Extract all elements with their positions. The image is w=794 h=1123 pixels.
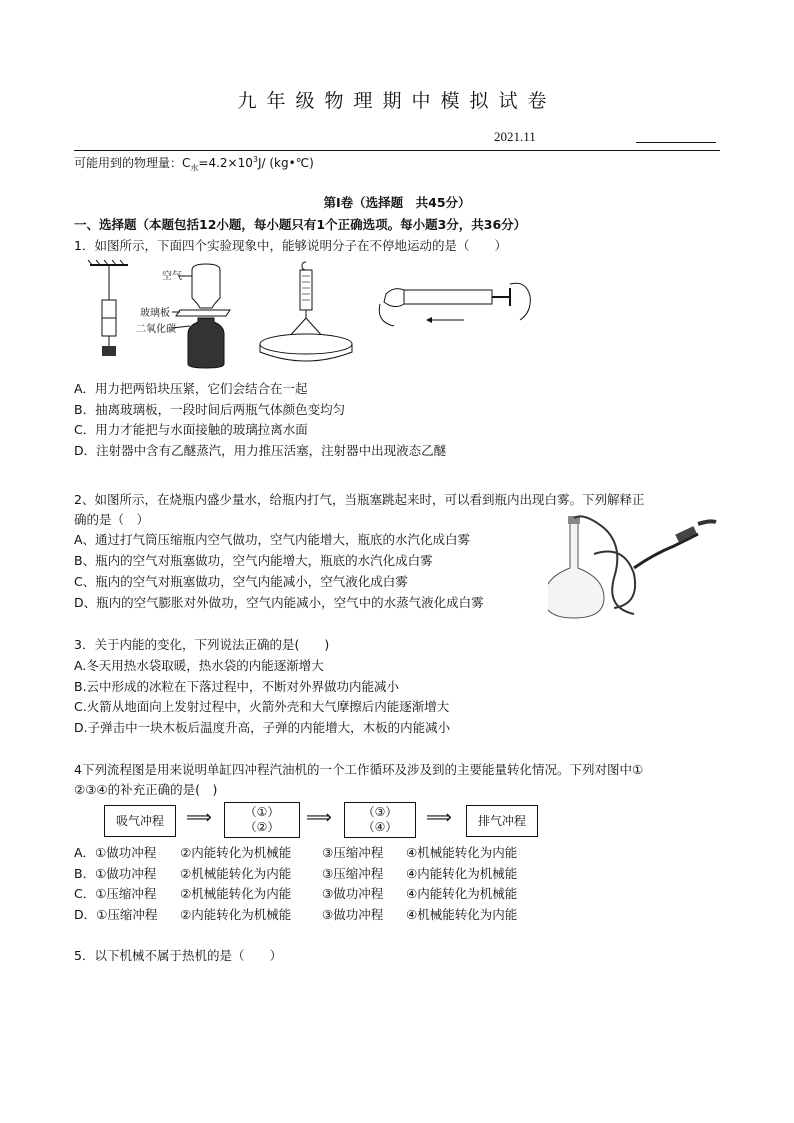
section-instruction: 一、选择题（本题包括12小题，每小题只有1个正确选项。每小题3分，共36分）: [74, 217, 527, 232]
q2-stem-line2: 确的是（ ）: [74, 512, 150, 527]
lead-blocks-figure: [88, 260, 128, 356]
flow-box3-top: （③）: [362, 805, 398, 819]
q4-a-3: ③压缩冲程: [322, 845, 384, 860]
q1-option-d: D．注射器中含有乙醚蒸汽，用力推压活塞，注射器中出现液态乙醚: [74, 443, 447, 458]
flow-arrow-1: ⟹: [186, 807, 212, 828]
flow-exhaust-box: 排气冲程: [466, 805, 538, 837]
syringe-figure: [379, 283, 530, 326]
q4-c-3: ③做功冲程: [322, 886, 384, 901]
constant-sub: 水: [190, 163, 199, 173]
flow-box3-bottom: （④）: [362, 820, 398, 834]
q2-option-d: D、瓶内的空气膨胀对外做功，空气内能减小，空气中的水蒸气液化成白雾: [74, 595, 484, 610]
constant-unit: J/ (kg•℃): [257, 156, 314, 170]
q4-c-1: C．①压缩冲程: [74, 886, 157, 901]
constant-line: [74, 154, 314, 173]
q4-d-4: ④机械能转化为内能: [406, 907, 518, 922]
flow-arrow-2: ⟹: [306, 807, 332, 828]
flask-pump-figure: [548, 514, 718, 622]
flow-arrow-3: ⟹: [426, 807, 452, 828]
constant-sup: 3: [252, 155, 258, 164]
q3-option-c: C.火箭从地面向上发射过程中，火箭外壳和大气摩擦后内能逐渐增大: [74, 699, 450, 714]
q4-stem-line2: ②③④的补充正确的是( ): [74, 782, 218, 797]
q4-option-b: [74, 864, 517, 882]
q2-stem-line1: 2、如图所示，在烧瓶内盛少量水，给瓶内打气，当瓶塞跳起来时，可以看到瓶内出现白雾。下列解释正: [74, 492, 645, 507]
q1-option-a: A．用力把两铅块压紧，它们会结合在一起: [74, 381, 308, 396]
q4-b-3: ③压缩冲程: [322, 866, 384, 881]
q4-b-4: ④内能转化为机械能: [406, 866, 518, 881]
header-rule: [74, 150, 720, 151]
q3-option-d: D.子弹击中一块木板后温度升高，子弹的内能增大，木板的内能减小: [74, 720, 451, 735]
q2-option-a: A、通过打气筒压缩瓶内空气做功，空气内能增大，瓶底的水汽化成白雾: [74, 532, 471, 547]
q4-c-4: ④内能转化为机械能: [406, 886, 518, 901]
part-title: 第Ⅰ卷（选择题 共45分）: [323, 195, 471, 210]
label-air: 空气: [162, 271, 182, 282]
flow-box-2: [224, 802, 300, 838]
constant-prefix: 可能用到的物理量：C: [74, 156, 191, 170]
exam-date: 2021.11: [494, 129, 536, 144]
q4-a-2: ②内能转化为机械能: [180, 845, 292, 860]
flow-box2-top: （①）: [244, 805, 280, 819]
q1-stem: 1．如图所示，下面四个实验现象中，能够说明分子在不停地运动的是（ ）: [74, 238, 507, 253]
q2-option-b: B、瓶内的空气对瓶塞做功，空气内能增大，瓶底的水汽化成白雾: [74, 553, 433, 568]
name-blank: [636, 142, 716, 143]
q3-stem: 3．关于内能的变化，下列说法正确的是( ): [74, 637, 330, 652]
q4-d-1: D．①压缩冲程: [74, 907, 158, 922]
q4-b-1: B．①做功冲程: [74, 866, 157, 881]
q3-option-a: A.冬天用热水袋取暖，热水袋的内能逐渐增大: [74, 658, 324, 673]
q2-option-c: C、瓶内的空气对瓶塞做功，空气内能减小，空气液化成白雾: [74, 574, 408, 589]
q4-b-2: ②机械能转化为内能: [180, 866, 292, 881]
q1-option-b: B．抽离玻璃板，一段时间后两瓶气体颜色变均匀: [74, 402, 346, 417]
q4-option-d: [74, 905, 517, 923]
q5-stem: 5．以下机械不属于热机的是（ ）: [74, 948, 282, 963]
label-co2: 二氧化碳: [136, 324, 176, 335]
q4-option-c: [74, 884, 517, 902]
page-title: 九年级物理期中模拟试卷: [237, 90, 557, 112]
q4-a-4: ④机械能转化为内能: [406, 845, 518, 860]
q4-d-3: ③做功冲程: [322, 907, 384, 922]
q3-option-b: B.云中形成的冰粒在下落过程中，不断对外界做功内能减小: [74, 679, 400, 694]
constant-rest: =4.2×10: [198, 156, 253, 170]
q4-stem-line1: 4下列流程图是用来说明单缸四冲程汽油机的一个工作循环及涉及到的主要能量转化情况。下列对图中①: [74, 762, 644, 777]
flow-intake-box: 吸气冲程: [104, 805, 176, 837]
q4-c-2: ②机械能转化为内能: [180, 886, 292, 901]
flow-box2-bottom: （②）: [244, 820, 280, 834]
q4-a-1: A．①做功冲程: [74, 845, 157, 860]
q1-option-c: C．用力才能把与水面接触的玻璃拉离水面: [74, 422, 308, 437]
q4-option-a: [74, 843, 517, 861]
flow-box-3: [344, 802, 416, 838]
label-glass: 玻璃板: [140, 308, 170, 319]
spring-scale-figure: [260, 262, 352, 361]
q4-d-2: ②内能转化为机械能: [180, 907, 292, 922]
